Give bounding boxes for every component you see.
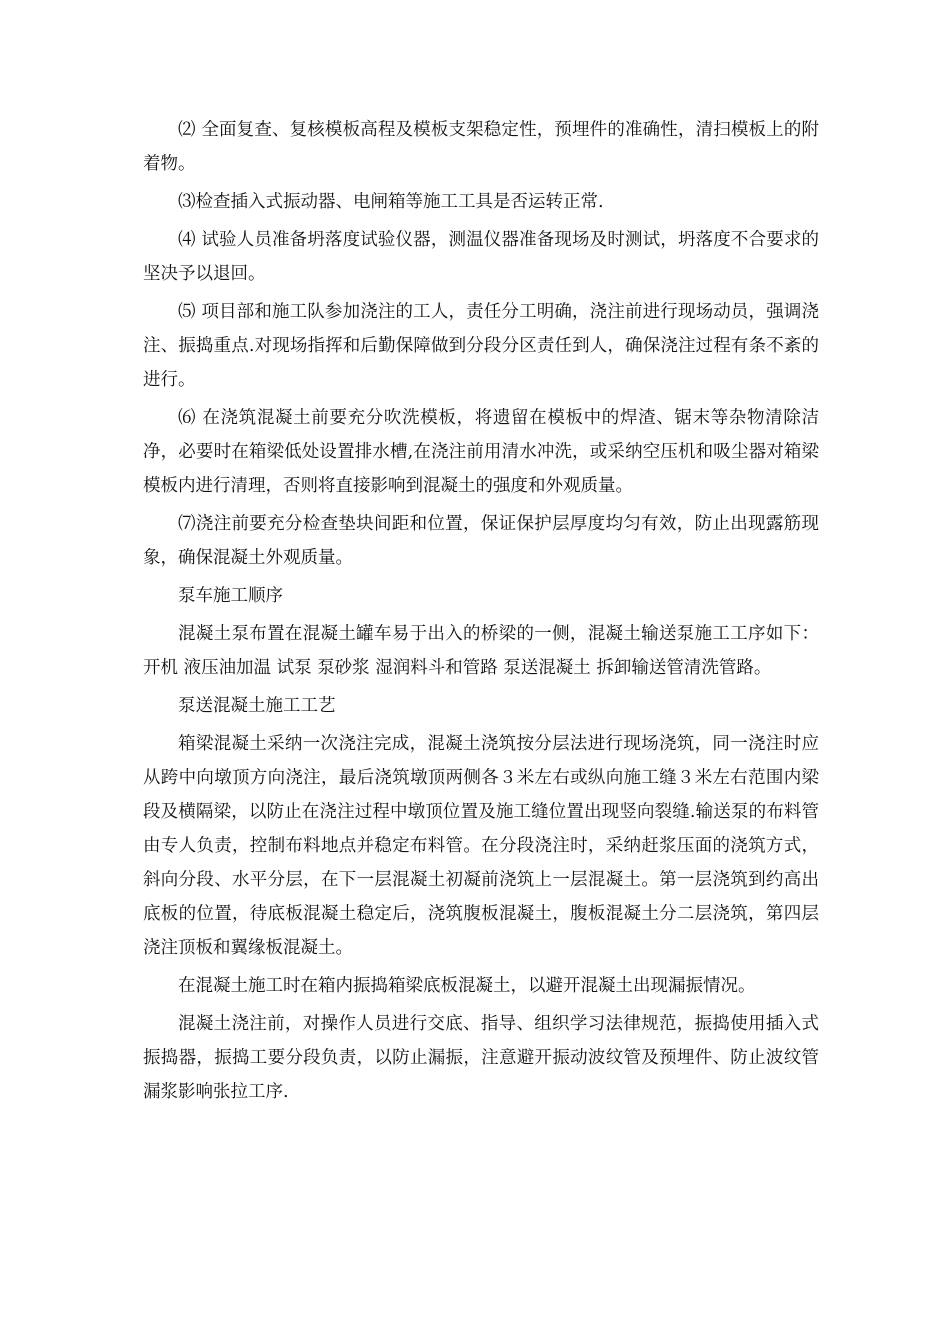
- paragraph-spacer-check: ⑺浇注前要充分检查垫块间距和位置，保证保护层厚度均匀有效，防止出现露筋现象，确保混凝土外观质量。: [143, 514, 819, 568]
- paragraph-pump-layout: 混凝土泵布置在混凝土罐车易于出入的桥梁的一侧，混凝土输送泵施工工序如下：开机 液压油加温 试泵 泵砂浆 湿润料斗和管路 泵送混凝土 拆卸输送管清洗管路。: [143, 624, 819, 678]
- paragraph-vibration-inside: 在混凝土施工时在箱内振捣箱梁底板混凝土，以避开混凝土出现漏振情况。: [178, 976, 756, 996]
- paragraph-slump-test: ⑷ 试验人员准备坍落度试验仪器，测温仪器准备现场及时测试，坍落度不合要求的坚决予以退回。: [143, 230, 819, 284]
- document-body: [143, 113, 819, 1113]
- heading-pump-sequence: 泵车施工顺序: [178, 586, 283, 606]
- paragraph-operator-briefing: 混凝土浇注前，对操作人员进行交底、指导、组织学习法律规范，振捣使用插入式振捣器，振捣工要分段负责，以防止漏振，注意避开振动波纹管及预埋件、防止波纹管漏浆影响张拉工序.: [143, 1014, 819, 1102]
- paragraph-team-mobilization: ⑸ 项目部和施工队参加浇注的工人，责任分工明确，浇注前进行现场动员，强调浇注、振捣重点.对现场指挥和后勤保障做到分段分区责任到人，确保浇注过程有条不紊的进行。: [143, 302, 819, 390]
- paragraph-formwork-cleaning: ⑹ 在浇筑混凝土前要充分吹洗模板，将遗留在模板中的焊渣、锯末等杂物清除洁净，必要时在箱梁低处设置排水槽,在浇注前用清水冲洗，或采纳空压机和吸尘器对箱梁模板内进行清理，否则将直接影响到混凝土的强度和外观质量。: [143, 408, 819, 496]
- paragraph-pouring-method: 箱梁混凝土采纳一次浇注完成，混凝土浇筑按分层法进行现场浇筑，同一浇注时应从跨中向墩顶方向浇注，最后浇筑墩顶两侧各３米左右或纵向施工缝３米左右范围内梁段及横隔梁，以防止在浇注过程中墩顶位置及施工缝位置出现竖向裂缝.输送泵的布料管由专人负责，控制布料地点并稳定布料管。在分段浇注时，采纳赶浆压面的浇筑方式，斜向分段、水平分层，在下一层混凝土初凝前浇筑上一层混凝土。第一层浇筑到约高出底板的位置，待底板混凝土稳定后，浇筑腹板混凝土，腹板混凝土分二层浇筑，第四层浇注顶板和翼缘板混凝土。: [143, 734, 819, 958]
- paragraph-tools-check: ⑶检查插入式振动器、电闸箱等施工工具是否运转正常.: [178, 192, 604, 212]
- heading-pumping-process: 泵送混凝土施工工艺: [178, 696, 336, 716]
- paragraph-formwork-check: ⑵ 全面复查、复核模板高程及模板支架稳定性，预埋件的准确性，清扫模板上的附着物。: [143, 120, 819, 174]
